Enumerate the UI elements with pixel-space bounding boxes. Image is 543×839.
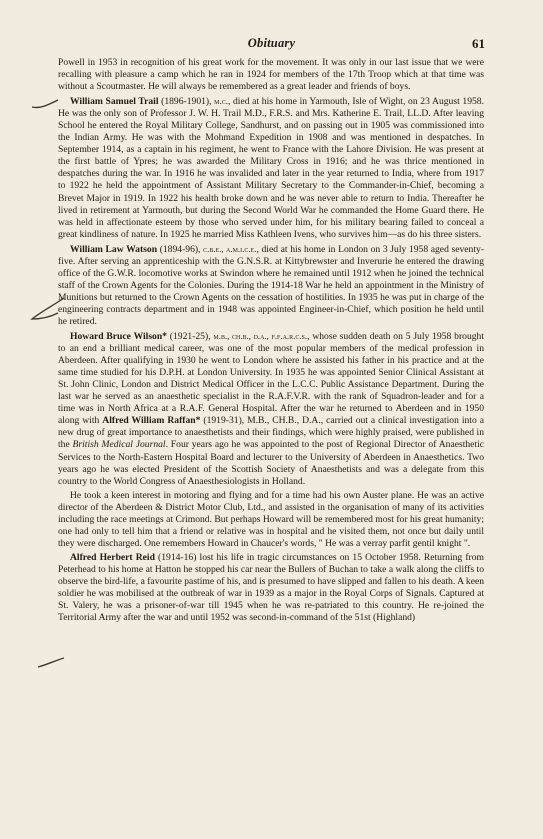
obituary-dates: (1894-96), [157,243,204,255]
page-number: 61 [472,36,485,51]
obituary-body: , died at his home in London on 3 July 1958 aged seventy-five. After serving an apprenticeship with the G.N.S.R. at Kittybrewster and Inverurie he entered the drawing office of the G.W.R. locomotive works at Swindon where he remained until 1912 when he joined the technical staff of the Crown Agents for the Colonies. During the 1914-18 War he held an appointment in the Ministry of Munitions but returned to the Crown Agents on the cessation of hostilities. In 1935 he was put in charge of the engineering contracts department and in 1948 was appointed Engineer-in-Chief, which position he held until he retired. [58,243,485,327]
obituary-name: Howard Bruce Wilson* [70,331,167,343]
obituary-dates: (1896-1901), [158,96,215,108]
obituary-reid [58,552,484,624]
obituary-honours: m.c. [214,96,228,107]
paragraph-powell-continuation [58,57,484,93]
obituary-wilson [58,330,484,488]
obituary-name: William Law Watson [70,243,158,255]
obituary-name: William Samuel Trail [70,96,159,108]
page-header [0,36,543,54]
obituary-wilson-continued [58,490,484,550]
paragraph-text: Powell in 1953 in recognition of his great work for the movement. It was only in our last issue that we were recalling with pleasure a camp which he ran in 1924 for members of the 17th Troop which at that time was without a Scoutmaster. He will always be remembered as a great leader and friends of boys. [58,57,484,93]
obituary-watson [58,243,484,328]
obituary-body-continued: (1919-31), M.B., CH.B., D.A., carried out a clinical investigation into a new drug of great importance to anaesthetists and their findings, which were highly praised, were published in the [58,415,484,451]
obituary-body: , whose sudden death on 5 July 1958 brought to an end a brilliant medical career, was one of the most popular members of the medical profession in Aberdeen. After qualifying in 1930 he went to London where he assisted his father in his practice and at the same time studied for his D.P.H. at London University. In 1935 he was appointed Senior Clinical Assistant at St. John Clinic, London and District Medical Officer in the L.C.C. Public Assistance Department. During the last war he served as an anaesthetic specialist in the R.A.F.V.R. with the rank of Squadron-leader and for a time was in North Africa at a R.A.F. General Hospital. After the war he returned to Aberdeen and in 1950 along with [58,331,484,427]
obituary-name: Alfred Herbert Reid [70,551,155,563]
obituary-text [58,57,484,626]
obituary-trail [58,95,484,241]
inline-name-raffan: Alfred William Raffan* [102,415,201,427]
running-title: Obituary [247,36,296,50]
obituary-honours: c.b.e., a.m.i.c.e. [203,243,257,254]
paragraph-text: He took a keen interest in motoring and flying and for a time had his own Auster plane. He was an active director of the Aberdeen & District Motor Club, Ltd., and assisted in the organisation of many of its activities including the race meetings at Crimond. But perhaps Howard will be remembered most for his great humanity; one had only to tell him that a friend or relative was in hospital and he visited them, not once but daily until they were discharged. One remembers Howard in Chaucer's words, " He was a verray parfit gentil knight ". [58,489,485,549]
margin-pencil-mark-2 [36,655,66,669]
obituary-dates: (1921-25), [166,331,214,343]
obituary-body: , died at his home in Yarmouth, Isle of Wight, on 23 August 1958. He was the only son of Professor J. W. H. Trail M.D., F.R.S. and Mrs. Katherine E. Trail, LL.D. After leaving School he entered the Royal Military College, Sandhurst, and on passing out in 1905 was commissioned into the Indian Army. He was with the Mohmand Expedition in 1908 and was mentioned in despatches. In September 1914, as a captain in his regiment, he went to France with the Lahore Division. He was present at the first battle of Ypres; he was awarded the Military Cross in 1916; and he was thrice mentioned in despatches during the war. In 1916 he was invalided and later in the year returned to India, where from 1917 to 1922 he held the appointment of Assistant Military Secretary to the Commander-in-Chief, becoming a Brevet Major in 1919. In 1922 his health broke down and he was never able to return to India. Thereafter he lived in retirement at Yarmouth, but during the Second World War he commanded the Home Guard there. He was held in affectionate esteem by those who served under him, for his military bearing failed to conceal a great kindliness of nature. In 1925 he married Miss Kathleen Ivens, who survives him—as do his three sisters. [58,96,484,240]
obituary-body-continued-2: . Four years ago he was appointed to the post of Regional Director of Anaesthetic Services to the North-Eastern Hospital Board and lecturer to the University of Aberdeen in Anaesthetics. Two years ago he was elected President of the Scottish Society of Anaesthetists and was a delegate from this country to the World Congress of Anaesthesiologists in Holland. [58,439,485,487]
journal-title: British Medical Journal [72,439,166,451]
obituary-honours: m.b., ch.b., d.a., f.f.a.r.c.s. [213,331,308,342]
obituary-body: lost his life in tragic circumstances on 15 October 1958. Returning from Peterhead to his home at Hatton he stopped his car near the Bullers of Buchan to take a walk along the cliffs to observe the bird-life, a favourite pastime of his, and is presumed to have slipped and fallen to his death. A keen soldier he was mobilised at the outbreak of war in 1939 as a major in the Royal Corps of Signals. Captured at St. Valery, he was a prisoner-of-war till 1945 when he was re-patriated to this country. He re-joined the Territorial Army after the war and until 1952 was second-in-command of the 51st (Highland) [58,551,485,624]
obituary-dates: (1914-16) [154,551,200,563]
margin-pencil-mark [30,96,60,110]
